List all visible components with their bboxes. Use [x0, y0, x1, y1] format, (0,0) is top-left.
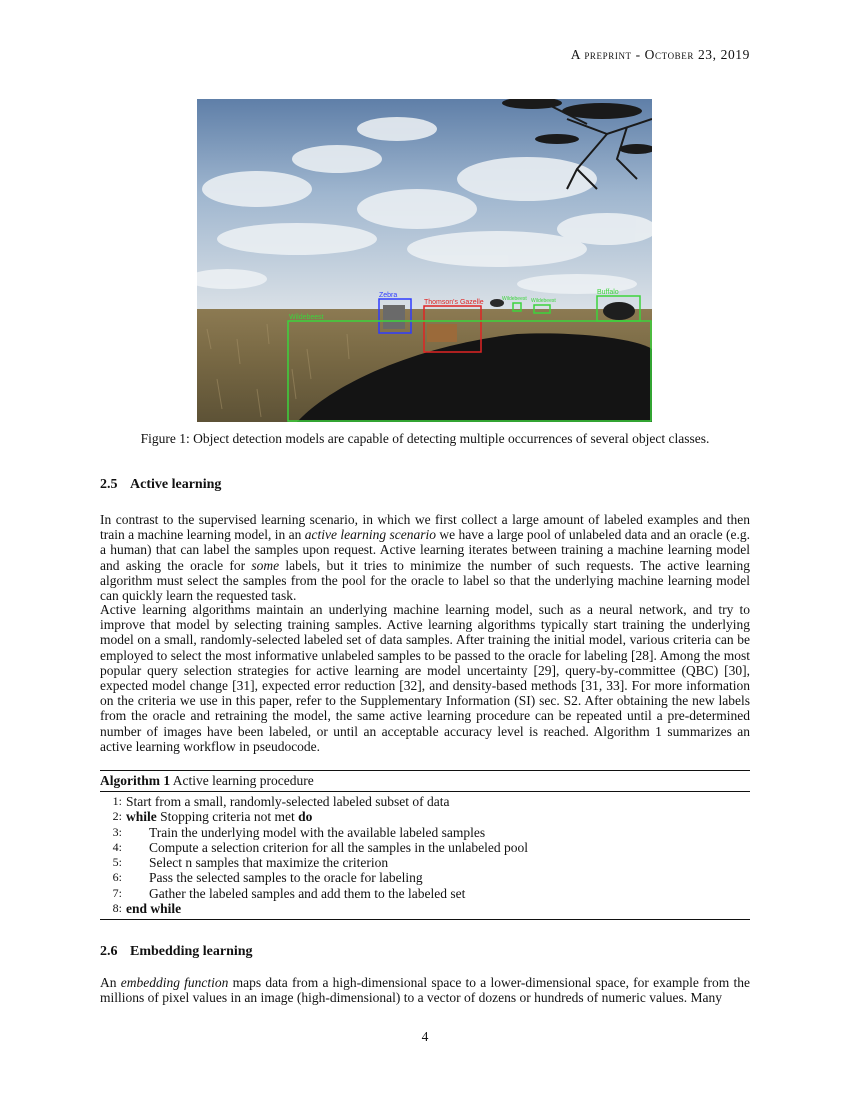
keyword-end-while: end while — [126, 901, 182, 917]
algorithm-1 — [100, 770, 750, 920]
keyword-while: while — [126, 809, 157, 825]
algorithm-line — [100, 809, 750, 824]
p1-emphasis-1: active learning scenario — [304, 527, 437, 543]
line-text: Start from a small, randomly-selected labeled subset of data — [126, 794, 450, 809]
line-number: 6: — [112, 870, 122, 885]
p3-emphasis: embedding function — [120, 975, 229, 990]
paragraph-2: Active learning algorithms maintain an underlying machine learning model, such as a neural network, and try to improve that model by selecting training samples. Active learning algorithms typically start training the underlying model on a small, randomly-selected labeled set of data samples. After training the initial model, various criteria can be employed to select the most informative unlabeled samples to be passed to the oracle for labeling [28]. Among the most popular query selection strategies for active learning are model uncertainty [29], query-by-committee (QBC) [30], expected model change [31], expected error reduction [32], and density-based methods [31, 33]. For more information on the criteria we use in this paper, refer to the Supplementary Information (SI) sec. S2. After obtaining the new labels from the oracle and retraining the model, the same active learning procedure can be repeated until a pre-determined number of images have been labeled, or until an acceptable accuracy level is reached. Algorithm 1 summarizes an active learning workflow in pseudocode. — [100, 602, 750, 754]
section-number: 2.5 — [100, 477, 118, 492]
line-text: Pass the selected samples to the oracle for labeling — [149, 870, 423, 886]
p1-emphasis-2: some — [251, 557, 280, 573]
gazelle-label: Thomson's Gazelle — [424, 299, 484, 306]
section-number: 2.6 — [100, 944, 118, 959]
algorithm-lines — [100, 792, 750, 919]
paragraph-3 — [100, 975, 750, 1005]
line-number: 3: — [112, 824, 122, 839]
algorithm-line — [100, 870, 750, 885]
line-number: 7: — [112, 885, 122, 900]
p1-text-c: labels, but it tries to minimize the number of such requests. The active learning algorithm must select the samples from the pool for the oracle to label so that the underlying machine learning model can quickly learn the requested task. — [100, 557, 750, 604]
buffalo-silhouette — [603, 302, 635, 320]
p1-text-a: In contrast to the supervised learning scenario, in which we first collect a large amount of labeled examples and then train a machine learning model, in an — [100, 512, 750, 543]
line-text: Train the underlying model with the available labeled samples — [149, 824, 486, 840]
line-number: 4: — [112, 839, 122, 854]
zebra-label: Zebra — [379, 292, 398, 299]
algorithm-line — [100, 840, 750, 855]
p3-text-a: An — [100, 975, 121, 990]
savanna-photo — [197, 99, 652, 422]
section-heading-active-learning — [100, 477, 221, 493]
line-number: 8: — [112, 901, 122, 916]
wildebeest-label: Wildebeest — [289, 314, 324, 321]
line-text: Gather the labeled samples and add them to the labeled set — [149, 885, 466, 901]
algorithm-name: Active learning procedure — [172, 773, 314, 788]
algorithm-line — [100, 794, 750, 809]
gazelle-silhouette — [427, 324, 457, 342]
section-title: Embedding learning — [130, 944, 253, 959]
line-body: Stopping criteria not met — [156, 809, 299, 825]
section-heading-embedding-learning — [100, 944, 253, 960]
figure-caption: Figure 1: Object detection models are capable of detecting multiple occurrences of several object classes. — [140, 431, 710, 446]
keyword-do: do — [298, 809, 313, 825]
section-title: Active learning — [130, 477, 222, 492]
algorithm-title — [100, 771, 750, 792]
p1-text-b: we have a large pool of unlabeled data and an oracle (e.g. a human) that can label the samples upon request. Active learning iterates between training a machine learning model and asking the oracle for — [100, 527, 751, 573]
buffalo-label: Buffalo — [597, 289, 619, 296]
small-label-2: Wildebeest — [531, 298, 556, 304]
page-number: 4 — [421, 1029, 429, 1044]
line-text — [126, 809, 750, 824]
algorithm-line — [100, 855, 750, 870]
paragraph-1 — [100, 512, 750, 603]
p3-text-b: maps data from a high-dimensional space to a lower-dimensional space, for example from the millions of pixel values in an image (high-dimensional) to a vector of dozens or hundreds of numeric values. Many — [100, 975, 751, 1006]
algorithm-line — [100, 901, 750, 916]
line-number: 1: — [112, 794, 122, 808]
line-number: 5: — [112, 855, 122, 870]
algorithm-line — [100, 886, 750, 901]
small-label-1: Wildebeest — [502, 296, 527, 302]
line-text: Select n samples that maximize the criterion — [149, 855, 389, 871]
line-text: Compute a selection criterion for all the samples in the unlabeled pool — [149, 839, 529, 855]
zebra-silhouette — [383, 305, 405, 329]
figure-1-image — [197, 99, 652, 422]
algorithm-label: Algorithm 1 — [100, 773, 171, 788]
running-header: A preprint - October 23, 2019 — [570, 47, 750, 62]
algorithm-line — [100, 825, 750, 840]
line-number: 2: — [112, 809, 122, 824]
